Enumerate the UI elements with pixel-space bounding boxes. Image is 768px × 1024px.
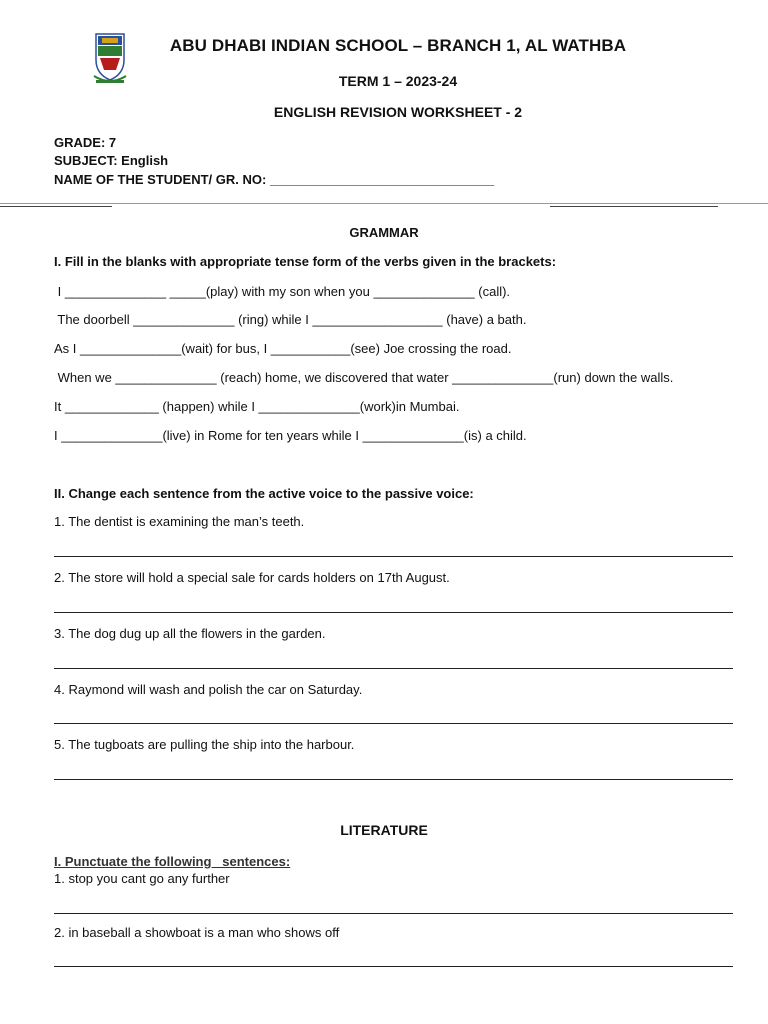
- literature-part1-instruction: I. Punctuate the following sentences:: [54, 854, 291, 869]
- passive-voice-item: 5. The tugboats are pulling the ship into the harbour.: [54, 737, 355, 752]
- student-name-field: NAME OF THE STUDENT/ GR. NO: _______________________________: [54, 172, 495, 187]
- school-crest-icon: [90, 30, 130, 86]
- answer-line: [54, 612, 733, 613]
- header-divider-right: [550, 206, 718, 207]
- grammar-section-title: GRAMMAR: [349, 225, 419, 240]
- worksheet-title: ENGLISH REVISION WORKSHEET - 2: [273, 104, 523, 120]
- passive-voice-item: 3. The dog dug up all the flowers in the garden.: [54, 626, 326, 641]
- header-divider: [0, 203, 768, 204]
- fill-blank-item: The doorbell ______________ (ring) while I __________________ (have) a bath.: [54, 312, 527, 327]
- passive-voice-item: 2. The store will hold a special sale for cards holders on 17th August.: [54, 570, 450, 585]
- fill-blank-item: It _____________ (happen) while I ______________(work)in Mumbai.: [54, 399, 460, 414]
- literature-section-title: LITERATURE: [340, 822, 428, 838]
- school-name: ABU DHABI INDIAN SCHOOL – BRANCH 1, AL WATHBA: [169, 36, 627, 55]
- grade-label: GRADE: 7: [54, 135, 117, 150]
- grammar-part1-instruction: I. Fill in the blanks with appropriate tense form of the verbs given in the brackets:: [54, 254, 557, 269]
- answer-line: [54, 556, 733, 557]
- header-divider-left: [0, 206, 112, 207]
- answer-line: [54, 723, 733, 724]
- fill-blank-item: When we ______________ (reach) home, we discovered that water ______________(run) down the walls.: [54, 370, 674, 385]
- punctuate-item: 1. stop you cant go any further: [54, 871, 230, 886]
- grammar-part2-instruction: II. Change each sentence from the active voice to the passive voice:: [54, 486, 474, 501]
- answer-line: [54, 779, 733, 780]
- answer-line: [54, 966, 733, 967]
- punctuate-item: 2. in baseball a showboat is a man who shows off: [54, 925, 340, 940]
- answer-line: [54, 668, 733, 669]
- answer-line: [54, 913, 733, 914]
- fill-blank-item: I ______________ _____(play) with my son when you ______________ (call).: [54, 284, 511, 299]
- fill-blank-item: I ______________(live) in Rome for ten years while I ______________(is) a child.: [54, 428, 527, 443]
- fill-blank-item: As I ______________(wait) for bus, I ___________(see) Joe crossing the road.: [54, 341, 512, 356]
- term-label: TERM 1 – 2023-24: [338, 73, 458, 89]
- passive-voice-item: 4. Raymond will wash and polish the car on Saturday.: [54, 682, 363, 697]
- subject-label: SUBJECT: English: [54, 153, 169, 168]
- passive-voice-item: 1. The dentist is examining the man’s teeth.: [54, 514, 305, 529]
